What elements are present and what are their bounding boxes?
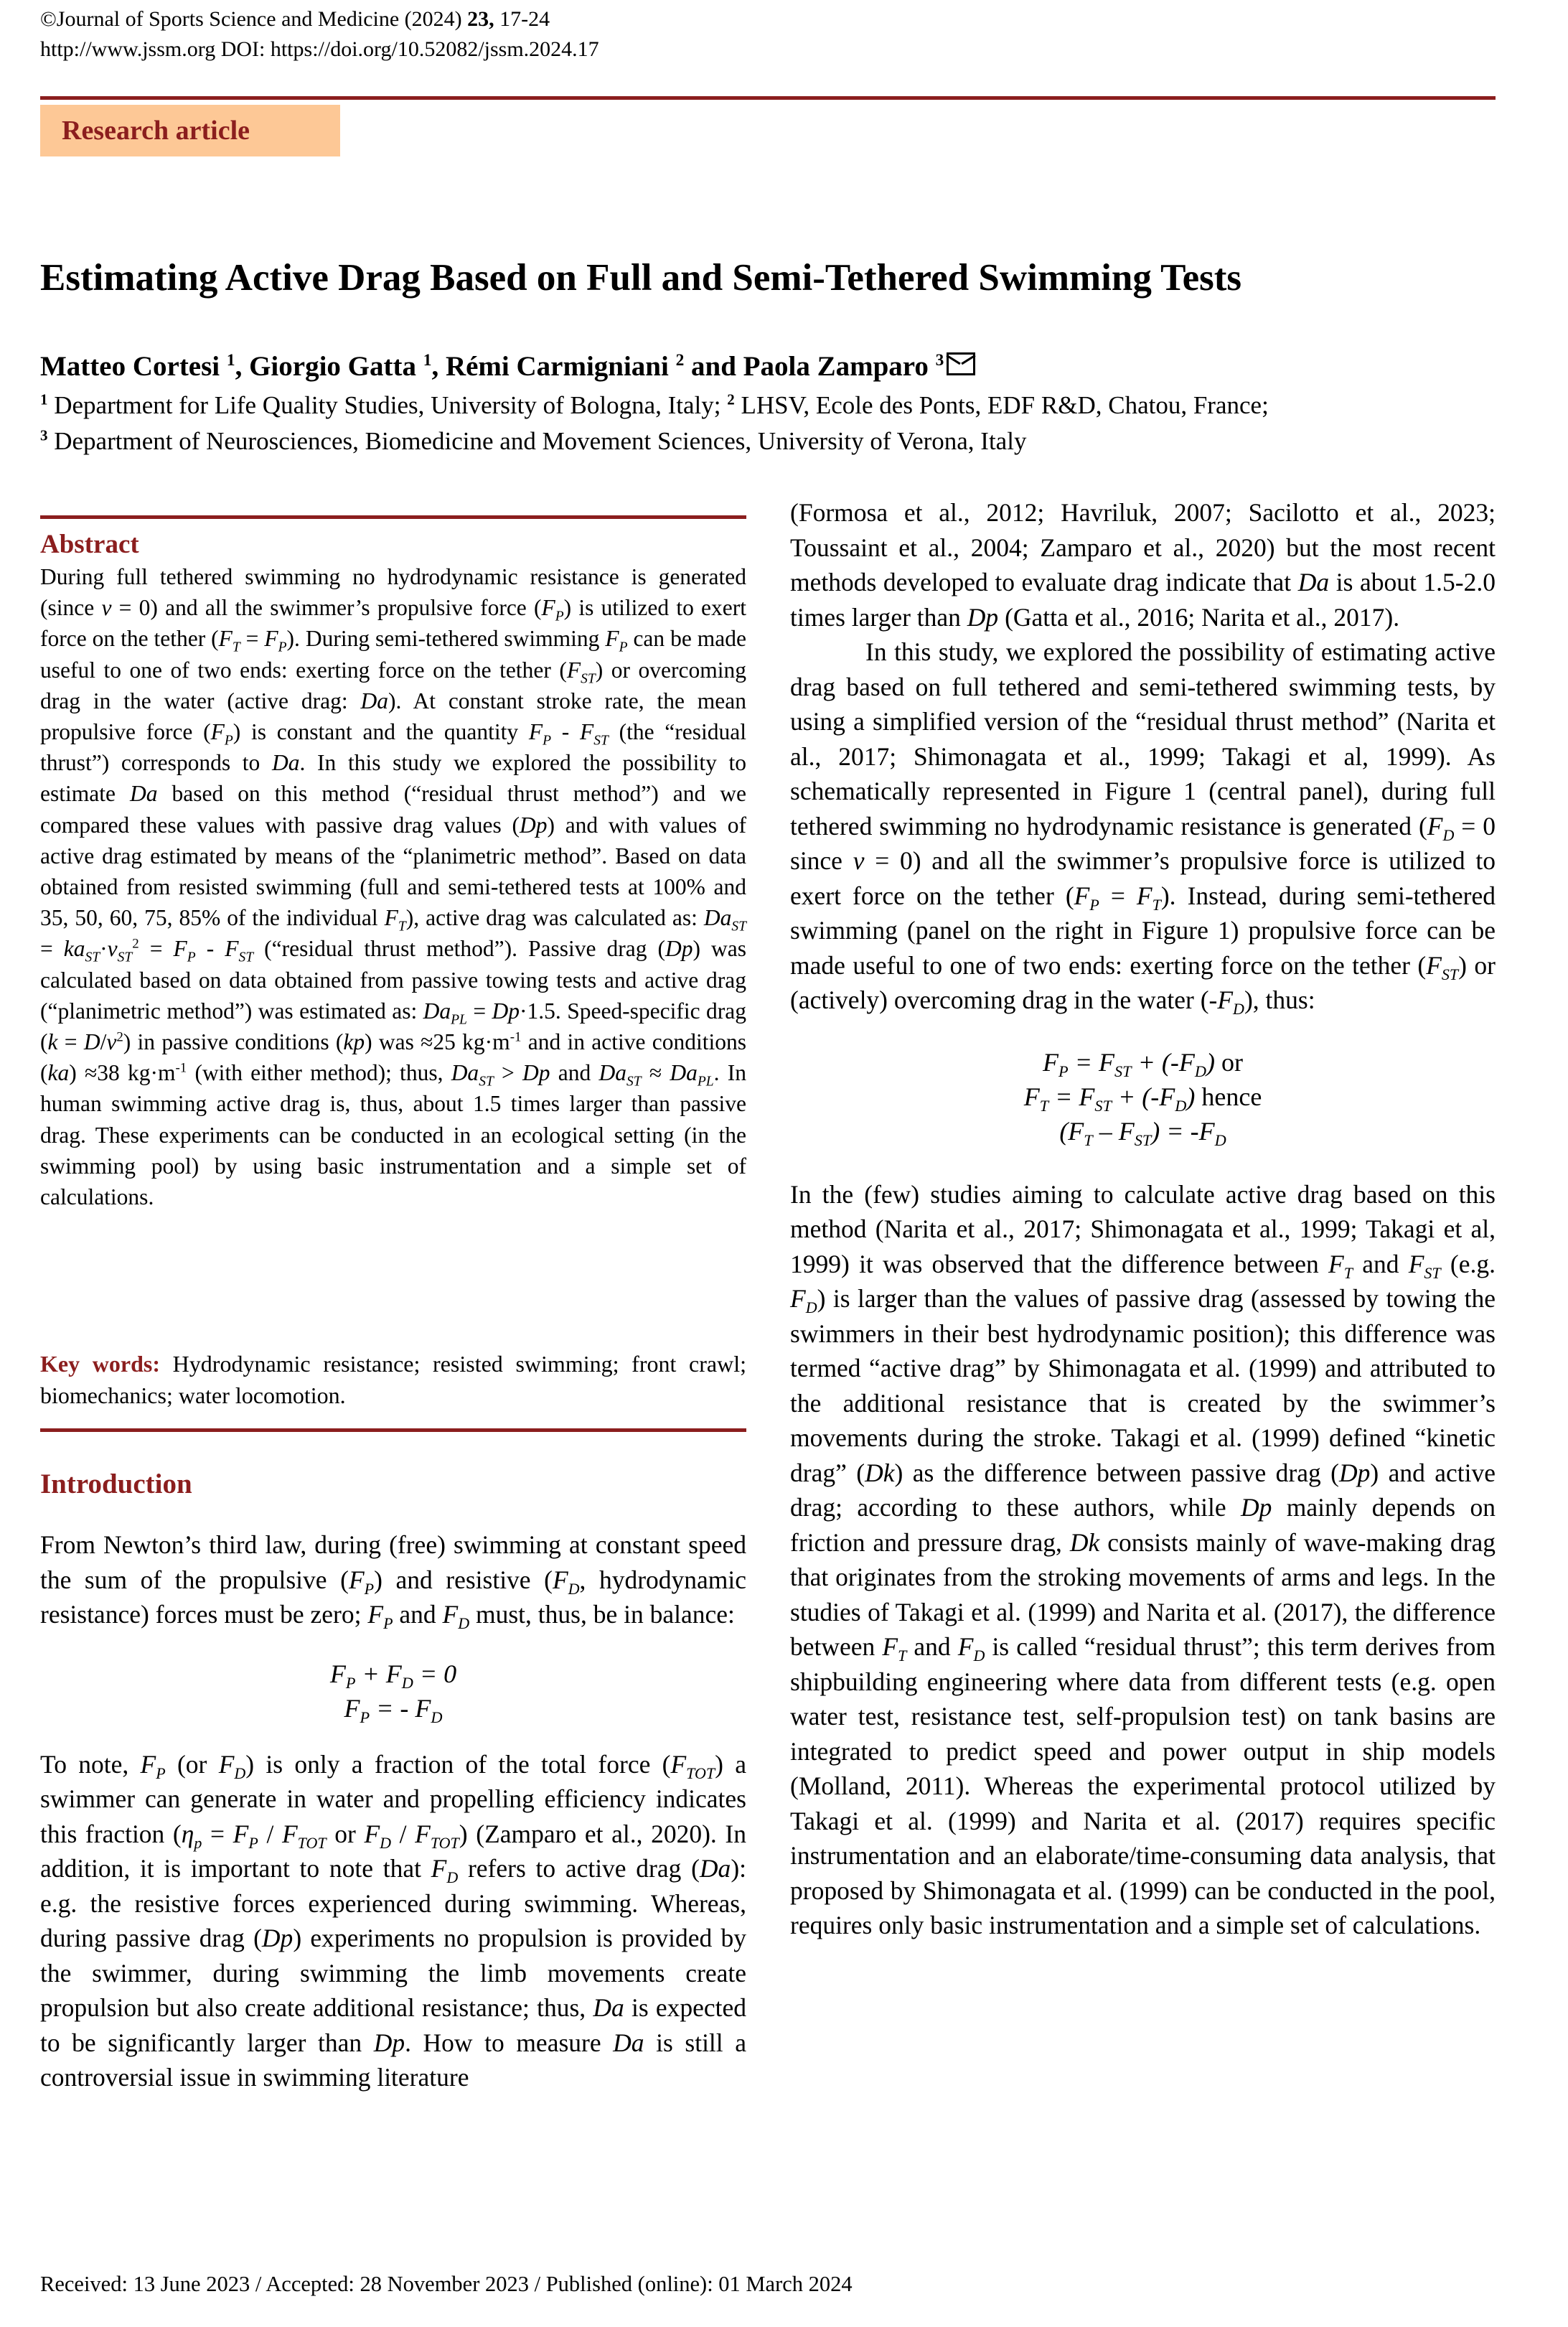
intro-paragraph-2-cont: (Formosa et al., 2012; Havriluk, 2007; Sacilotto et al., 2023; Toussaint et al., 2004; Zamparo et al., 2020) but the most recent methods developed to evaluate drag indicate that Da is about 1.5-2.0 times larger than Dp (Gatta et al., 2016; Narita et al., 2017). <box>790 498 1496 632</box>
journal-header <box>40 4 599 65</box>
affiliations <box>40 388 1269 459</box>
equation-balance: $F_P + F_D = 0$ $F_P$ = - $F_D$ <box>329 1659 457 1726</box>
journal-url-doi[interactable]: http://www.jssm.org DOI: https://doi.org/10.52082/jssm.2024.17 <box>40 37 599 61</box>
abstract <box>40 528 746 1212</box>
keywords-text: Hydrodynamic resistance; resisted swimming; front crawl; biomechanics; water locomotion. <box>40 1351 747 1408</box>
affiliation-line-2: $^3$ Department of Neurosciences, Biomedicine and Movement Sciences, University of Verona, Italy <box>40 426 1027 455</box>
abstract-heading: Abstract <box>40 530 139 559</box>
keywords-label: Key words: <box>40 1351 160 1377</box>
article-title: Estimating Active Drag Based on Full and Semi-Tethered Swimming Tests <box>40 257 1242 299</box>
author-list: Matteo Cortesi $^1$, Giorgio Gatta $^1$, Rémi Carmigniani $^2$ and Paola Zamparo $^3$ <box>40 347 975 386</box>
publication-dates: Received: 13 June 2023 / Accepted: 28 November 2023 / Published (online): 01 March 2024 <box>40 2272 853 2296</box>
introduction-left-column <box>40 1527 746 2095</box>
header-rule <box>40 96 1496 100</box>
abstract-top-rule <box>40 515 746 519</box>
email-icon[interactable] <box>947 352 975 375</box>
keywords <box>40 1348 746 1411</box>
intro-paragraph-1: From Newton’s third law, during (free) swimming at constant speed the sum of the propulsive $(F_P)$ and resistive ($F_D$, hydrodynamic resistance) forces must be zero; $F_P$ and $F_D$ must, thus, be in balance: <box>40 1530 747 1633</box>
abstract-text: During full tethered swimming no hydrodynamic resistance is generated (since v = 0) and all the swimmer’s propulsive force $(F_P)$ is utilized to exert force on the tether $(F_T = F_P)$. During semi-tethered swimming $F_P$ can be made useful to one of two ends: exerting force on the tether $(F_{ST})$ or overcoming drag in the water (active drag: Da). At constant stroke rate, the mean propulsive force $(F_P)$ is constant and the quantity $F_P - F_{ST}$ (the “residual thrust”) corresponds to Da. In this study we explored the possibility to estimate Da based on this method (“residual thrust method”) and we compared these values with passive drag values (Dp) and with values of active drag estimated by means of the “planimetric method”. Based on data obtained from resisted swimming (full and semi-tethered tests at 100% and 35, 50, 60, 75, 85% of the individual $F_T$), active drag was calculated as: $Da_{ST} = ka_{ST}\cdot v_{ST}^2 = F_P - F_{ST}$ (“residual thrust method”). Passive drag (Dp) was calculated based on data obtained from passive towing tests and active drag (“planimetric method”) was estimated as: $Da_{PL} = Dp\cdot 1.5$. Speed-specific drag $(k = D/v^2)$ in passive conditions (kp) was ≈25 $kg\cdot m^{-1}$ and in active conditions (ka) ≈38 $kg\cdot m^{-1}$ (with either method); thus, $Da_{ST} > Dp$ and $Da_{ST} \approx Da_{PL}$. In human swimming active drag is, thus, about 1.5 times larger than passive drag. These experiments can be conducted in an ecological setting (in the swimming pool) by using basic instrumentation and a simple set of calculations. <box>40 564 747 1210</box>
abstract-bottom-rule <box>40 1428 746 1432</box>
affiliation-line-1: $^1$ Department for Life Quality Studies, University of Bologna, Italy; $^2$ LHSV, Ecole des Ponts, EDF R&D, Chatou, France; <box>40 390 1269 419</box>
introduction-right-column <box>790 495 1496 1943</box>
introduction-heading: Introduction <box>40 1469 192 1499</box>
intro-paragraph-2: To note, $F_P$ (or $F_D$) is only a fraction of the total force $(F_{TOT})$ a swimmer can generate in water and propelling efficiency indicates this fraction ($\eta_p = F_P / F_{TOT}$ or $F_D / F_{TOT}$) (Zamparo et al., 2020). In addition, it is important to note that $F_D$ refers to active drag (Da): e.g. the resistive forces experienced during swimming. Whereas, during passive drag (Dp) experiments no propulsion is provided by the swimmer, during swimming the limb movements create propulsion but also create additional resistance; thus, Da is expected to be significantly larger than Dp. How to measure Da is still a controversial issue in swimming literature <box>40 1749 746 2092</box>
intro-paragraph-3: In this study, we explored the possibility of estimating active drag based on full tethered and semi-tethered swimming tests, by using a simplified version of the “residual thrust method” (Narita et al., 2017; Shimonagata et al., 1999; Takagi et al, 1999). As schematically represented in Figure 1 (central panel), during full tethered swimming no hydrodynamic resistance is generated ($F_D = 0$ since v = 0) and all the swimmer’s propulsive force is utilized to exert force on the tether $(F_P = F_T)$. Instead, during semi-tethered swimming (panel on the right in Figure 1) propulsive force can be made useful to one of two ends: exerting force on the tether $(F_{ST})$ or (actively) overcoming drag in the water $(-F_D)$, thus: <box>790 637 1496 1019</box>
equation-semi-tethered: $F_P = F_{ST} + (-F_D)$ or $F_T = F_{ST} + (-F_D)$ hence $(F_T - F_{ST}) = -F_D$ <box>1023 1047 1262 1149</box>
article-type-badge: Research article <box>40 105 340 156</box>
intro-paragraph-4: In the (few) studies aiming to calculate active drag based on this method (Narita et al., 2017; Shimonagata et al., 1999; Takagi et al, 1999) it was observed that the difference between $F_T$ and $F_{ST}$ (e.g. $F_D$) is larger than the values of passive drag (assessed by towing the swimmers in their best hydrodynamic position); this difference was termed “active drag” by Shimonagata et al. (1999) and attributed to the additional resistance that is created by the swimmer’s movements during the stroke. Takagi et al. (1999) defined “kinetic drag” (Dk) as the difference between passive drag (Dp) and active drag; according to these authors, while Dp mainly depends on friction and pressure drag, Dk consists mainly of wave-making drag that originates from the stroking movements of arms and legs. In the studies of Takagi et al. (1999) and Narita et al. (2017), the difference between $F_T$ and $F_D$ is called “residual thrust”; this term derives from shipbuilding engineering where data from different tests (e.g. open water test, resistance test, self-propulsion test) on tank basins are integrated to predict speed and power output in ship models (Molland, 2011). Whereas the experimental protocol utilized by Takagi et al. (1999) and Narita et al. (2017) requires specific instrumentation and an elaborate/time-consuming data analysis, that proposed by Shimonagata et al. (1999) can be conducted in the pool, requires only basic instrumentation and a simple set of calculations. <box>790 1179 1496 1939</box>
journal-citation: ©Journal of Sports Science and Medicine (2024) 23, 17-24 <box>40 7 550 31</box>
